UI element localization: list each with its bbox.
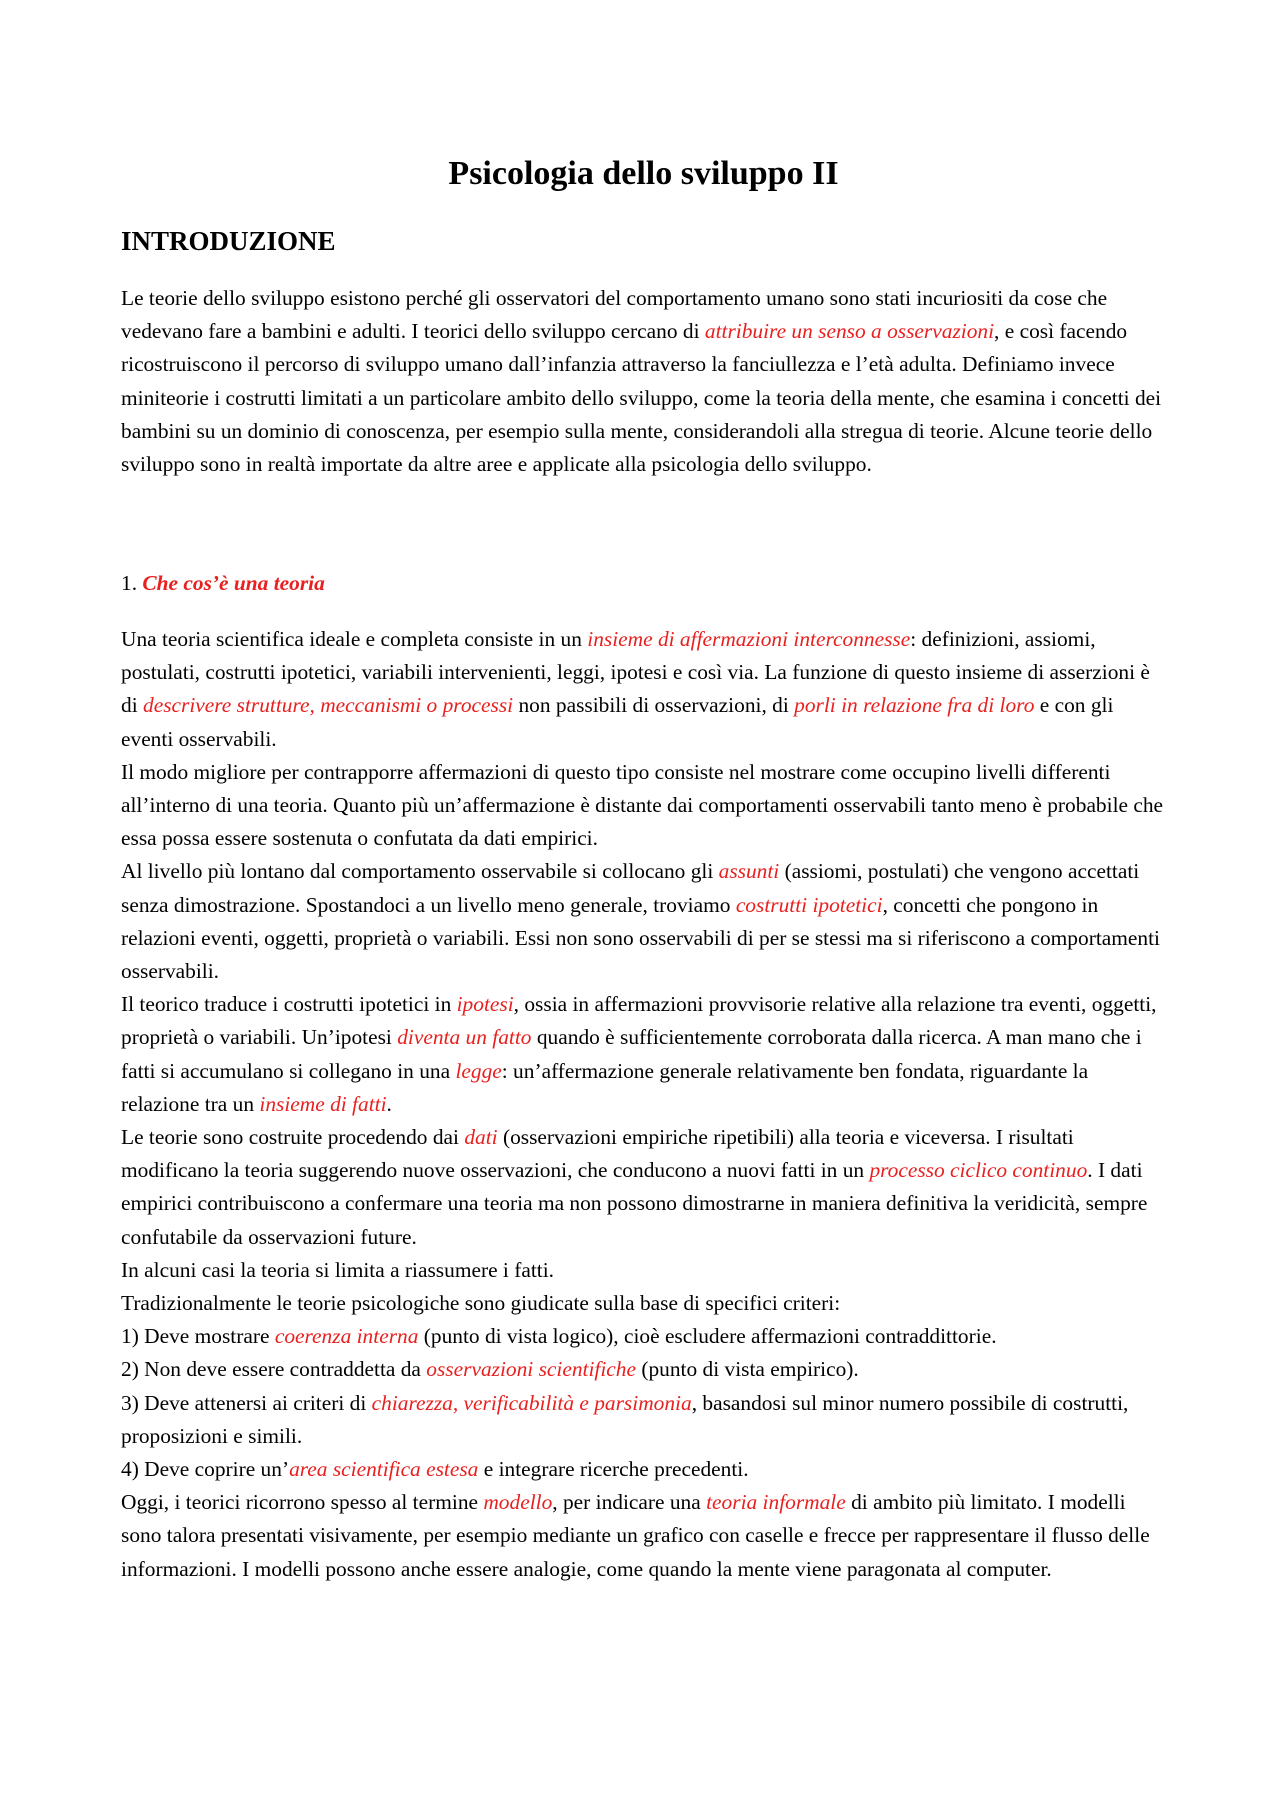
paragraph-assumptions (121, 855, 1166, 988)
body-text: 1) Deve mostrare (121, 1324, 275, 1349)
criterion-item (121, 1453, 1166, 1486)
body-text: 2) Non deve essere contraddetta da (121, 1357, 427, 1382)
highlight-term: diventa un fatto (397, 1025, 532, 1050)
intro-text: , e così facendo ricostruiscono il percorso di sviluppo umano dall’infanzia attraverso la fanciullezza e l’età adulta. Definiamo invece miniteorie i costrutti limitati a un particolare ambito dello sviluppo, come la teoria della mente, che esamina i concetti dei bambini su un dominio di conoscenza, per esempio sulla mente, considerandoli alla stregua di teorie. Alcune teorie dello sviluppo sono in realtà importate da altre aree e applicate alla psicologia dello sviluppo. (121, 319, 1162, 477)
body-text: , ossia in affermazioni provvisorie relative alla relazione tra eventi, oggetti, proprietà o variabili. Un’ipotesi (121, 992, 1157, 1050)
highlight-term: modello (483, 1490, 553, 1515)
body-text: , basandosi sul minor numero possibile di costrutti, proposizioni e simili. (121, 1390, 1129, 1448)
highlight-term: dati (464, 1125, 498, 1150)
highlight-term: porli in relazione fra di loro (794, 693, 1035, 718)
highlight-term: attribuire un senso a osservazioni (704, 319, 995, 344)
body-text: Oggi, i teorici ricorrono spesso al termine (121, 1490, 484, 1515)
highlight-term: insieme di fatti (259, 1091, 387, 1116)
criterion-item (121, 1320, 1166, 1353)
body-text: (assiomi, postulati) che vengono accettati senza dimostrazione. Spostandoci a un livello meno generale, troviamo (121, 859, 1140, 917)
paragraph-data (121, 1121, 1166, 1254)
highlight-term: ipotesi (456, 992, 514, 1017)
intro-paragraph (121, 282, 1166, 481)
highlight-term: teoria informale (706, 1490, 846, 1515)
body-text: 3) Deve attenersi ai criteri di (121, 1390, 372, 1415)
highlight-term: assunti (718, 859, 780, 884)
body-text: Le teorie sono costruite procedendo dai (121, 1125, 465, 1150)
body-text: Il teorico traduce i costrutti ipotetici in (121, 992, 457, 1017)
body-text: quando è sufficientemente corroborata dalla ricerca. A man mano che i fatti si accumulano si collegano in una (121, 1025, 1142, 1083)
criterion-item (121, 1353, 1166, 1386)
body-text: , per indicare una (552, 1490, 707, 1515)
paragraph-summary (121, 1254, 1166, 1287)
highlight-term: costrutti ipotetici (735, 892, 883, 917)
body-text: di ambito più limitato. I modelli sono talora presentati visivamente, per esempio mediante un grafico con caselle e frecce per rappresentare il flusso delle informazioni. I modelli possono anche essere analogie, come quando la mente viene paragonata al computer. (121, 1490, 1150, 1581)
body-text: Al livello più lontano dal comportamento osservabile si collocano gli (121, 859, 719, 884)
body-text: Una teoria scientifica ideale e completa consiste in un (121, 627, 588, 651)
body-text: non passibili di osservazioni, di (513, 693, 795, 718)
highlight-term: processo ciclico continuo (869, 1158, 1088, 1183)
subheading-label: Che cos’è una teoria (142, 571, 325, 595)
highlight-term: insieme di affermazioni interconnesse (587, 627, 911, 651)
intro-text: Le teorie dello sviluppo esistono perché gli osservatori del comportamento umano sono stati incuriositi da cose che vedevano fare a bambini e adulti. I teorici dello sviluppo cercano di (121, 286, 1108, 344)
body-text: : definizioni, assiomi, postulati, costrutti ipotetici, variabili intervenienti, leggi, ipotesi e così via. La funzione di questo insieme di asserzioni è di (121, 627, 1150, 718)
body-text: (punto di vista logico), cioè escludere affermazioni contraddittorie. (418, 1324, 997, 1349)
highlight-term: descrivere strutture, meccanismi o processi (143, 693, 514, 718)
body-text: , concetti che pongono in relazioni eventi, oggetti, proprietà o variabili. Essi non sono osservabili di per se stessi ma si riferiscono a comportamenti osservabili. (121, 892, 1160, 984)
document-title: Psicologia dello sviluppo II (448, 155, 839, 192)
paragraph-levels (121, 756, 1166, 856)
paragraph-criteria-intro (121, 1287, 1166, 1320)
paragraph-definition (121, 623, 1166, 756)
highlight-term: osservazioni scientifiche (426, 1357, 636, 1382)
paragraph-hypotheses (121, 988, 1166, 1121)
theory-body (121, 623, 1166, 1586)
paragraph-models (121, 1486, 1166, 1586)
body-text: e con gli eventi osservabili. (121, 693, 1114, 751)
subheading-what-is-theory (121, 567, 1166, 600)
body-text: (punto di vista empirico). (636, 1357, 859, 1382)
body-text: . (386, 1091, 392, 1116)
highlight-term: legge (455, 1058, 502, 1083)
body-text: e integrare ricerche precedenti. (478, 1457, 749, 1482)
highlight-term: area scientifica estesa (289, 1457, 479, 1482)
body-text: . I dati empirici contribuiscono a confermare una teoria ma non possono dimostrarne in maniera definitiva la veridicità, sempre confutabile da osservazioni future. (121, 1158, 1148, 1249)
body-text: 4) Deve coprire un’ (121, 1457, 290, 1482)
body-text: Tradizionalmente le teorie psicologiche sono giudicate sulla base di specifici criteri: (121, 1291, 841, 1316)
section-heading: INTRODUZIONE (121, 226, 336, 256)
criterion-item (121, 1387, 1166, 1453)
highlight-term: chiarezza, verificabilità e parsimonia (371, 1390, 692, 1415)
body-text: In alcuni casi la teoria si limita a riassumere i fatti. (121, 1257, 555, 1282)
body-text: (osservazioni empiriche ripetibili) alla teoria e viceversa. I risultati modificano la teoria suggerendo nuove osservazioni, che conducono a nuovi fatti in un (121, 1125, 1074, 1183)
highlight-term: coerenza interna (274, 1324, 419, 1349)
body-text: Il modo migliore per contrapporre affermazioni di questo tipo consiste nel mostrare come occupino livelli differenti all’interno di una teoria. Quanto più un’affermazione è distante dai comportamenti osservabili tanto meno è probabile che essa possa essere sostenuta o confutata da dati empirici. (121, 759, 1164, 851)
subheading-number: 1. (121, 571, 143, 595)
body-text: : un’affermazione generale relativamente ben fondata, riguardante la relazione tra un (121, 1058, 1089, 1116)
